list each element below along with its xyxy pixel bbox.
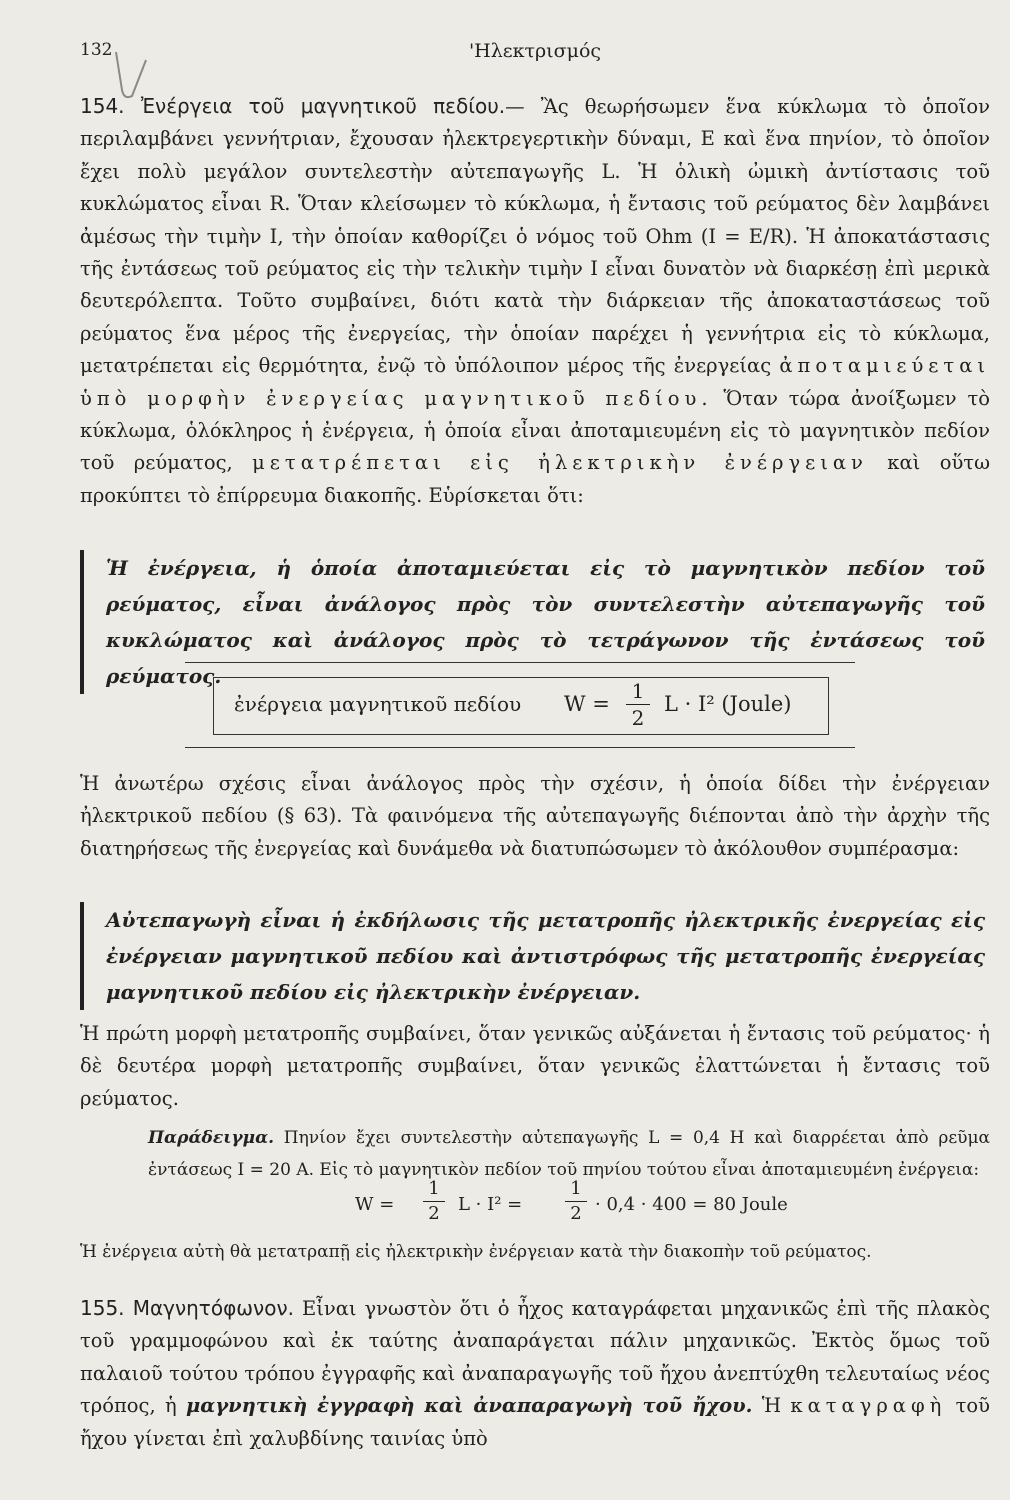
after-rule-paragraph: Ἡ πρώτη μορφὴ μετατροπῆς συμβαίνει, ὅταν γενικῶς αὐξάνεται ἡ ἔντασις τοῦ ρεύματος· ἡ δὲ δευτέρα μορφὴ μετατροπῆς συμβαίνει, ὅταν γενικῶς ἐλαττώνεται ἡ ἔντασις τοῦ ρεύματος. <box>80 1022 990 1110</box>
section-154 <box>80 90 990 512</box>
section-155-text-2: Ἡ <box>752 1394 782 1418</box>
fraction-bar <box>626 704 650 705</box>
formula-box <box>185 662 855 748</box>
example-numerator-1: 1 <box>428 1178 440 1199</box>
formula-numerator: 1 <box>631 679 645 703</box>
example-conclusion-block <box>80 1236 990 1268</box>
formula-denominator: 2 <box>631 706 645 730</box>
example-formula-w: W = <box>355 1194 395 1215</box>
example-formula-end: · 0,4 · 400 = 80 Joule <box>595 1194 788 1215</box>
section-154-mid: Ὅταν τώρα ἀνοίξωμεν τὸ κύκλωμα, ὁλόκληρος ἡ ἐνέργεια, ἡ ὁποία εἶναι ἀποταμιευμένη εἰς τὸ μαγνητικὸν πεδίον τοῦ ρεύματος, <box>80 386 990 475</box>
formula-rhs: L · I² (Joule) <box>664 692 792 716</box>
after-rule-block <box>80 1018 990 1115</box>
section-154-paragraph <box>80 90 990 512</box>
example-numerator-2: 1 <box>570 1178 582 1199</box>
section-155-title: 155. Μαγνητόφωνον. <box>80 1296 294 1320</box>
after-formula-paragraph: Ἡ ἀνωτέρω σχέσις εἶναι ἀνάλογος πρὸς τὴν σχέσιν, ἡ ὁποία δίδει τὴν ἐνέργειαν ἠλεκτρικοῦ πεδίου (§ 63). Τὰ φαινόμενα τῆς αὐτεπαγωγῆς διέπονται ἀπὸ τὴν ἀρχὴν τῆς διατηρήσεως τῆς ἐνεργείας καὶ δυνάμεθα νὰ διατυπώσωμεν τὸ ἀκόλουθον συμπέρασμα: <box>80 772 990 860</box>
section-155-paragraph <box>80 1292 990 1455</box>
formula-inner-box <box>213 677 829 735</box>
rule-statement-selfinduction-text: Αὐτεπαγωγὴ εἶναι ἡ ἐκδήλωσις τῆς μετατροπῆς ἠλεκτρικῆς ἐνεργείας εἰς ἐνέργειαν μαγνητικοῦ πεδίου καὶ ἀντιστρόφως τῆς μετατροπῆς ἐνεργείας μαγνητικοῦ πεδίου εἰς ἠλεκτρικὴν ἐνέργειαν. <box>106 908 985 1004</box>
formula-lhs: W = <box>564 692 610 716</box>
example-label: Παράδειγμα. <box>148 1128 275 1148</box>
section-155-text-3: τοῦ ἤχου γίνεται ἐπὶ χαλυβδίνης ταινίας ὑπὸ <box>80 1394 991 1450</box>
page-number: 132 <box>80 40 113 60</box>
example-fraction-bar-1 <box>423 1201 445 1202</box>
page-header <box>80 40 990 70</box>
section-154-end: καὶ οὕτω προκύπτει τὸ ἐπίρρευμα διακοπῆς. Εὑρίσκεται ὅτι: <box>80 451 990 507</box>
example-formula-mid: L · I² = <box>458 1194 523 1215</box>
section-155-spaced: καταγραφὴ <box>790 1394 947 1418</box>
running-title: 'Ηλεκτρισμός <box>468 40 602 62</box>
section-154-title: 154. Ἐνέργεια τοῦ μαγνητικοῦ πεδίου. <box>80 94 506 118</box>
example-conclusion: Ἡ ἐνέργεια αὐτὴ θὰ μετατραπῇ εἰς ἠλεκτρικὴν ἐνέργειαν κατὰ τὴν διακοπὴν τοῦ ρεύματος. <box>80 1242 872 1262</box>
section-155-text-1: Εἶναι γνωστὸν ὅτι ὁ ἦχος καταγράφεται μηχανικῶς ἐπὶ τῆς πλακὸς τοῦ γραμμοφώνου καὶ ἐκ ταύτης ἀναπαράγεται πάλιν μηχανικῶς. Ἐκτὸς ὅμως τοῦ παλαιοῦ τούτου τρόπου ἐγγραφῆς καὶ ἀναπαραγωγῆς τοῦ ἤχου ἀνεπτύχθη τελευταίως νέος τρόπος, ἡ <box>80 1297 990 1418</box>
example-fraction-2 <box>565 1178 587 1225</box>
example-formula <box>80 1178 990 1234</box>
example-denominator-2: 2 <box>570 1203 582 1224</box>
section-155-bold: μαγνητικὴ ἐγγραφὴ καὶ ἀναπαραγωγὴ τοῦ ἤχου. <box>185 1394 753 1418</box>
example-paragraph <box>148 1122 990 1186</box>
rule-statement-energy-text: Ἡ ἐνέργεια, ἡ ὁποία ἀποταμιεύεται εἰς τὸ μαγνητικὸν πεδίον τοῦ ρεύματος, εἶναι ἀνάλογος πρὸς τὸν συντελεστὴν αὐτεπαγωγῆς τοῦ κυκλώματος καὶ ἀνάλογος πρὸς τὸ τετράγωνον τῆς ἐντάσεως τοῦ ρεύματος. <box>106 556 985 688</box>
example-denominator-1: 2 <box>428 1203 440 1224</box>
example-text: Πηνίον ἔχει συντελεστὴν αὐτεπαγωγῆς L = 0,4 H καὶ διαρρέεται ἀπὸ ρεῦμα ἐντάσεως I = 20 A. Εἰς τὸ μαγνητικὸν πεδίον τοῦ πηνίου τούτου εἶναι ἀποταμιευμένη ἐνέργεια: <box>148 1128 990 1180</box>
spaced-emphasis-1: ἀποταμιεύεται ὑπὸ μορφὴν ἐνεργείας μαγνητικοῦ πεδίου. <box>80 354 991 410</box>
example-fraction-1 <box>423 1178 445 1225</box>
formula-label: ἐνέργεια μαγνητικοῦ πεδίου <box>234 692 522 716</box>
example-block <box>148 1122 990 1186</box>
after-formula-block <box>80 768 990 865</box>
formula-fraction <box>626 679 650 730</box>
rule-statement-selfinduction <box>80 902 985 1010</box>
section-154-intro: — Ἂς θεωρήσωμεν ἕνα κύκλωμα τὸ ὁποῖον περιλαμβάνει γεννήτριαν, ἔχουσαν ἠλεκτρεγερτικὴν δύναμι, E καὶ ἕνα πηνίον, τὸ ὁποῖον ἔχει πολὺ μεγάλον συντελεστὴν αὐτεπαγωγῆς L. Ἡ ὁλικὴ ὠμικὴ ἀντίστασις τοῦ κυκλώματος εἶναι R. Ὅταν κλείσωμεν τὸ κύκλωμα, ἡ ἔντασις τοῦ ρεύματος δὲν λαμβάνει ἀμέσως τὴν τιμὴν I, τὴν ὁποίαν καθορίζει ὁ νόμος τοῦ Ohm (I = E/R). Ἡ ἀποκατάστασις τῆς ἐντάσεως τοῦ ρεύματος εἰς τὴν τελικὴν τιμὴν I εἶναι δυνατὸν νὰ διαρκέσῃ ἐπὶ μερικὰ δευτερόλεπτα. Τοῦτο συμβαίνει, διότι κατὰ τὴν διάρκειαν τῆς ἀποκαταστάσεως τοῦ ρεύματος ἕνα μέρος τῆς ἐνεργείας, τὴν ὁποίαν παρέχει ἡ γεννήτρια εἰς τὸ κύκλωμα, μετατρέπεται εἰς θερμότητα, ἐνῷ τὸ ὑπόλοιπον μέρος τῆς ἐνεργείας <box>80 95 990 378</box>
section-155 <box>80 1292 990 1455</box>
example-fraction-bar-2 <box>565 1201 587 1202</box>
spaced-emphasis-2: μετατρέπεται εἰς ἠλεκτρικὴν ἐνέργειαν <box>252 451 868 475</box>
